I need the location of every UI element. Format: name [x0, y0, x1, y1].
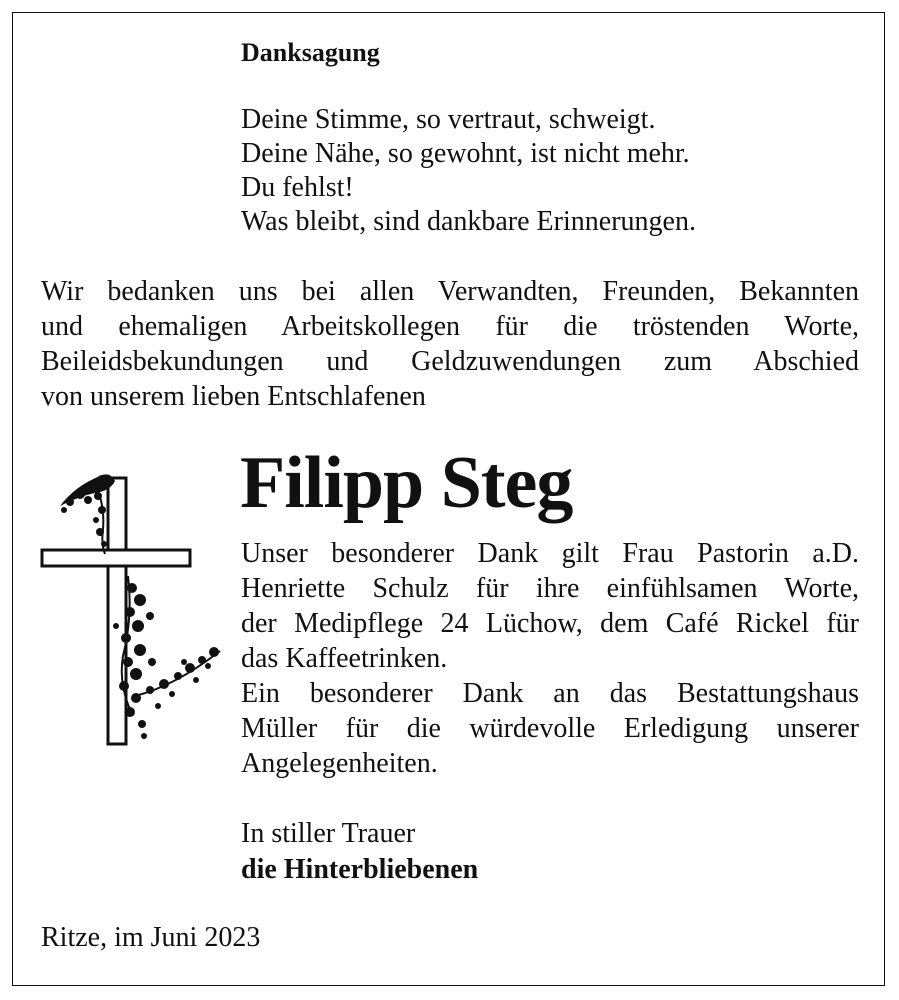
special-thanks-line: Henriette Schulz für ihre einfühlsamen Worte,	[241, 573, 859, 604]
paragraph-line: Wir bedanken uns bei allen Verwandten, Freunden, Bekannten	[41, 276, 859, 307]
deceased-name: Filipp Steg	[240, 442, 573, 524]
poem-line: Deine Nähe, so gewohnt, ist nicht mehr.	[241, 138, 690, 169]
closing	[241, 816, 478, 888]
closing-line: In stiller Trauer	[241, 818, 416, 849]
special-thanks-line: der Medipflege 24 Lüchow, dem Café Rickel für	[241, 608, 859, 639]
poem-line: Du fehlst!	[241, 172, 354, 203]
place-date: Ritze, im Juni 2023	[41, 922, 261, 953]
special-thanks-line: Angelegenheiten.	[241, 748, 438, 779]
thanks-paragraph	[41, 274, 859, 414]
signature: die Hinterbliebenen	[241, 854, 479, 885]
special-thanks-line: Unser besonderer Dank gilt Frau Pastorin a.D.	[241, 538, 859, 569]
cross-with-ivy-icon	[40, 466, 230, 748]
paragraph-line: Beileidsbekundungen und Geldzuwendungen zum Abschied	[41, 346, 859, 377]
special-thanks-line: das Kaffeetrinken.	[241, 643, 448, 674]
paragraph-line: und ehemaligen Arbeitskollegen für die tröstenden Worte,	[41, 311, 859, 342]
poem-line: Deine Stimme, so vertraut, schweigt.	[241, 104, 656, 135]
special-thanks-line: Ein besonderer Dank an das Bestattungshaus	[241, 678, 859, 709]
poem	[241, 103, 696, 239]
special-thanks	[241, 536, 859, 781]
paragraph-line: von unserem lieben Entschlafenen	[41, 381, 426, 412]
poem-line: Was bleibt, sind dankbare Erinnerungen.	[241, 206, 696, 237]
special-thanks-line: Müller für die würdevolle Erledigung unserer	[241, 713, 859, 744]
notice-heading: Danksagung	[241, 38, 380, 67]
